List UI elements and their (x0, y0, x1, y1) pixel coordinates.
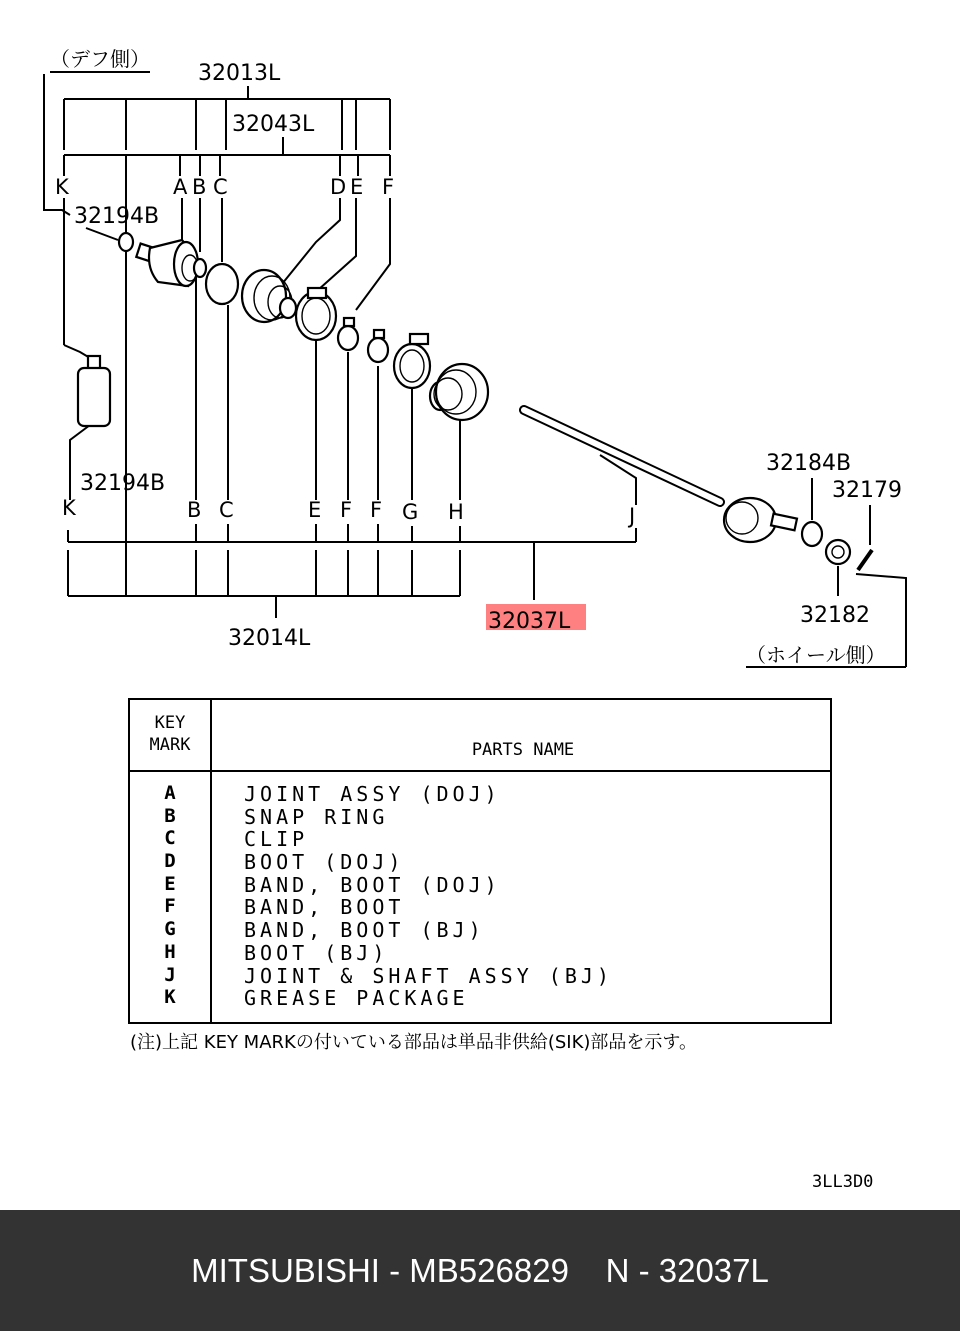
key-bottom-E: E (308, 498, 322, 522)
bracket-32037L (68, 524, 636, 600)
key-top-C: C (213, 175, 228, 199)
row-name: CLIP (244, 827, 309, 852)
part-number-32194B-bottom[interactable]: 32194B (80, 471, 166, 496)
table-row[interactable] (130, 964, 830, 987)
washer-icon[interactable] (802, 522, 822, 546)
doj-joint-icon[interactable] (136, 240, 198, 286)
band-boot-doj-icon[interactable] (296, 288, 336, 340)
part-number-32014L[interactable]: 32014L (228, 626, 311, 651)
row-key: F (164, 895, 176, 918)
key-top-F: F (382, 175, 395, 199)
row-key: J (164, 963, 176, 986)
row-key: H (164, 940, 176, 963)
key-bottom-K: K (62, 496, 76, 520)
table-row[interactable] (130, 941, 830, 964)
row-name: SNAP RING (244, 804, 389, 829)
band-boot-icon-2[interactable] (368, 330, 388, 362)
table-header-key-mark (130, 712, 210, 756)
table-header-divider (130, 770, 830, 772)
table-row[interactable] (130, 782, 830, 805)
bj-boot-icon[interactable] (430, 364, 488, 420)
row-name: BOOT (BJ) (244, 940, 389, 965)
row-name: GREASE PACKAGE (244, 986, 469, 1011)
key-bottom-G: G (402, 500, 419, 524)
table-row[interactable] (130, 873, 830, 896)
snap-ring-icon[interactable] (194, 259, 206, 277)
key-bottom-F2: F (370, 498, 383, 522)
table-header-key: KEY (154, 713, 186, 733)
key-bottom-F1: F (340, 498, 353, 522)
cotter-pin-icon[interactable] (858, 550, 872, 570)
key-top-K: K (55, 175, 69, 199)
row-name: BOOT (DOJ) (244, 850, 405, 875)
diff-side-label: （デフ側） (50, 47, 150, 71)
row-key: D (164, 850, 176, 873)
key-top-B: B (192, 175, 207, 199)
key-bottom-H: H (448, 500, 464, 524)
part-number-32037L[interactable]: 32037L (488, 609, 571, 634)
grease-package-icon[interactable] (78, 356, 110, 426)
band-boot-icon-1[interactable] (338, 318, 358, 350)
row-key: G (164, 918, 176, 941)
table-row[interactable] (130, 895, 830, 918)
wheel-side-label: （ホイール側） (746, 643, 886, 667)
parts-table (128, 698, 832, 1024)
footnote: (注)上記 KEY MARKの付いている部品は単品非供給(SIK)部品を示す。 (130, 1032, 697, 1053)
row-name: BAND, BOOT (BJ) (244, 918, 485, 943)
row-key: K (164, 986, 176, 1009)
row-name: BAND, BOOT (244, 895, 405, 920)
diagram-code: 3LL3D0 (812, 1172, 874, 1192)
table-header-parts-name: PARTS NAME (471, 740, 575, 760)
row-key: C (164, 827, 176, 850)
nut-icon[interactable] (826, 540, 850, 564)
row-name: BAND, BOOT (DOJ) (244, 872, 501, 897)
key-bottom-C: C (219, 498, 234, 522)
part-number-32182[interactable]: 32182 (800, 603, 870, 628)
part-number-32179[interactable]: 32179 (832, 478, 902, 503)
key-bottom-B: B (187, 498, 202, 522)
band-boot-bj-icon[interactable] (394, 334, 430, 388)
bracket-32013L (64, 86, 390, 150)
snap-ring-small-icon[interactable] (119, 233, 133, 251)
part-number-32194B-top[interactable]: 32194B (74, 204, 160, 229)
row-key: A (164, 782, 176, 804)
clip-icon[interactable] (206, 264, 238, 304)
key-top-D: D (330, 175, 347, 199)
key-top-E: E (350, 175, 364, 199)
key-top-A: A (173, 175, 188, 199)
table-row[interactable] (130, 986, 830, 1009)
part-number-32184B[interactable]: 32184B (766, 451, 852, 476)
part-footer-banner: MITSUBISHI - MB526829 N - 32037L (0, 1210, 960, 1331)
key-bottom-J: J (629, 504, 636, 528)
part-number-32013L[interactable]: 32013L (198, 61, 281, 86)
table-row[interactable] (130, 827, 830, 850)
row-name: JOINT ASSY (DOJ) (244, 782, 501, 806)
row-key: B (164, 804, 176, 827)
joint-shaft-icon[interactable] (524, 410, 797, 542)
table-row[interactable] (130, 918, 830, 941)
table-row[interactable] (130, 850, 830, 873)
table-row[interactable] (130, 805, 830, 828)
row-name: JOINT & SHAFT ASSY (BJ) (244, 963, 613, 988)
part-number-32043L[interactable]: 32043L (232, 112, 315, 137)
table-rows (130, 782, 830, 1009)
row-key: E (164, 872, 176, 895)
table-header-mark: MARK (149, 735, 191, 755)
